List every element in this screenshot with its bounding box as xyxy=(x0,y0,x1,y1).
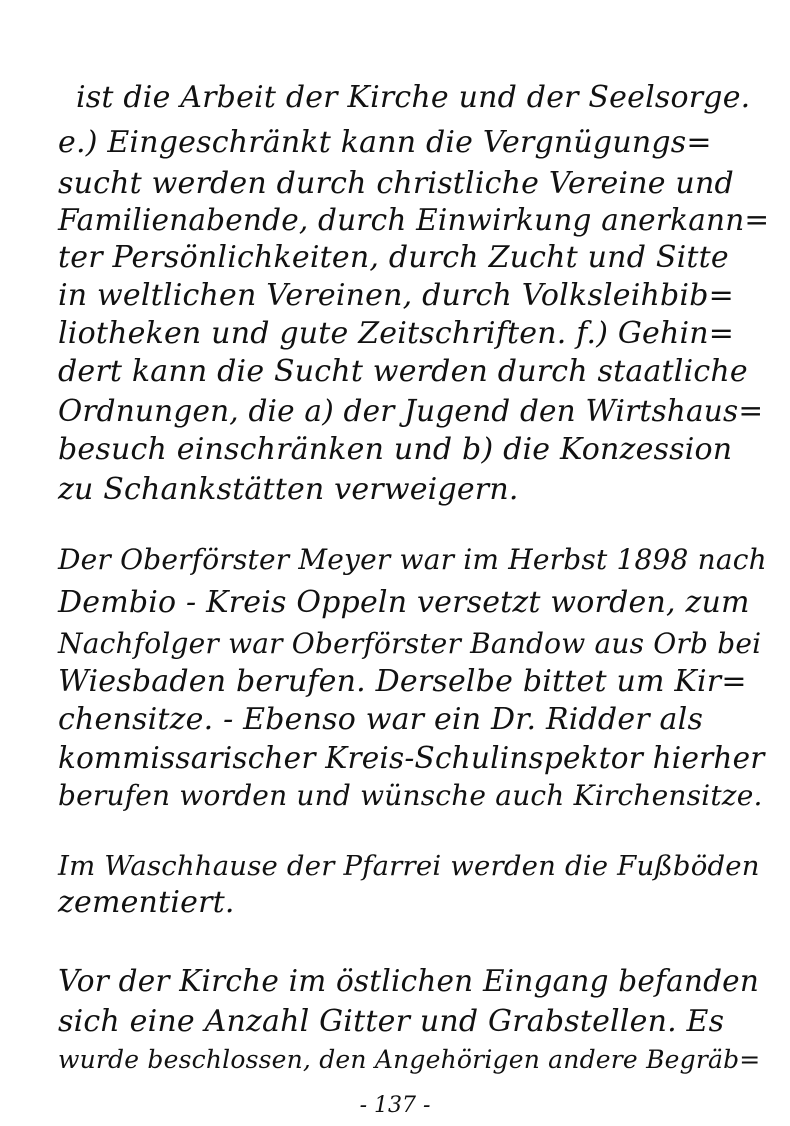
text-line: ter Persönlichkeiten, durch Zucht und Sitte xyxy=(58,240,729,275)
text-line: zu Schankstätten verweigern. xyxy=(58,472,519,507)
text-line: sich eine Anzahl Gitter und Grabstellen. Es xyxy=(58,1004,725,1039)
text-line: e.) Eingeschränkt kann die Vergnügungs= xyxy=(58,125,712,160)
text-line: ist die Arbeit der Kirche und der Seelsorge. xyxy=(76,80,751,115)
text-line: in weltlichen Vereinen, durch Volksleihbib= xyxy=(58,278,734,313)
text-line: sucht werden durch christliche Vereine und xyxy=(58,166,734,201)
text-line: Dembio - Kreis Oppeln versetzt worden, zum xyxy=(58,585,750,620)
text-line: dert kann die Sucht werden durch staatliche xyxy=(58,354,748,389)
text-line: chensitze. - Ebenso war ein Dr. Ridder als xyxy=(58,702,704,737)
text-line: Vor der Kirche im östlichen Eingang befanden xyxy=(58,964,760,998)
page-number: - 137 - xyxy=(359,1093,431,1118)
text-line: berufen worden und wünsche auch Kirchensitze. xyxy=(58,779,763,812)
text-line: Im Waschhause der Pfarrei werden die Fußböden xyxy=(58,850,760,882)
text-line: zementiert. xyxy=(58,885,235,920)
text-line: Familienabende, durch Einwirkung anerkann= xyxy=(58,203,770,237)
text-line: Ordnungen, die a) der Jugend den Wirtshaus= xyxy=(58,394,764,428)
text-line: liotheken und gute Zeitschriften. f.) Gehin= xyxy=(58,316,735,351)
text-line: kommissarischer Kreis-Schulinspektor hierher xyxy=(58,741,765,775)
text-line: Nachfolger war Oberförster Bandow aus Orb bei xyxy=(58,627,762,660)
text-line: Der Oberförster Meyer war im Herbst 1898 nach xyxy=(58,543,767,576)
text-line: wurde beschlossen, den Angehörigen andere Begräb= xyxy=(58,1045,761,1074)
text-line: Wiesbaden berufen. Derselbe bittet um Kir= xyxy=(58,664,747,699)
text-line: besuch einschränken und b) die Konzession xyxy=(58,432,733,467)
